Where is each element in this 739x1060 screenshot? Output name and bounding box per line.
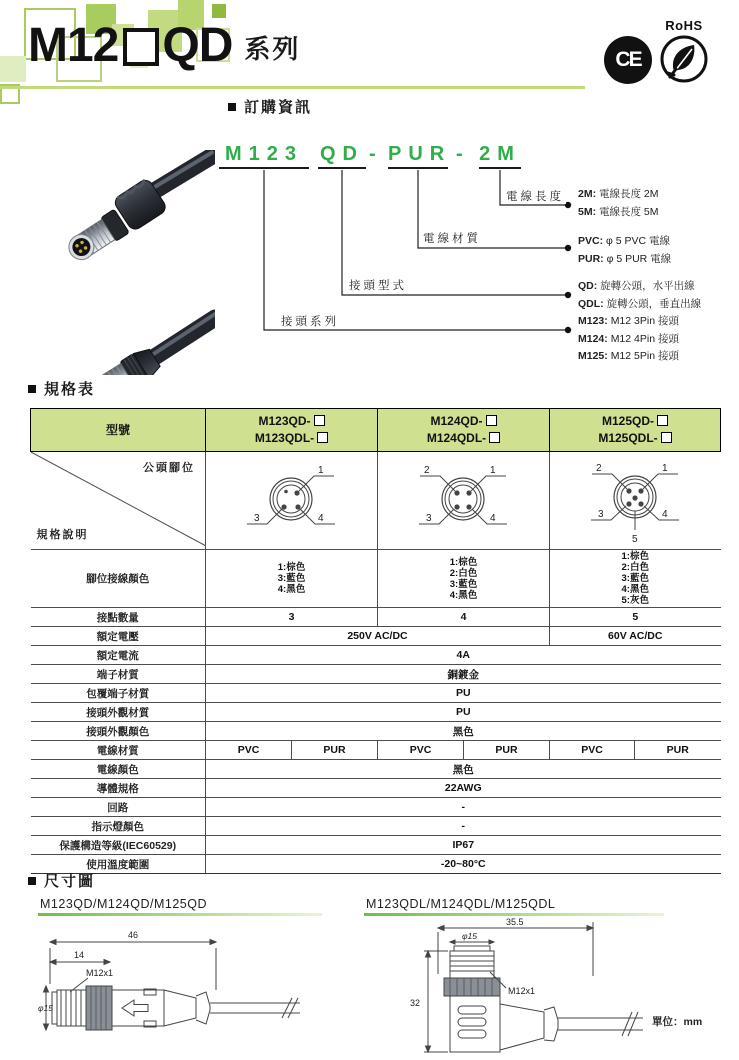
- pin-label: 3: [254, 513, 260, 524]
- model-name: M124QDL-: [426, 431, 487, 445]
- drawing-rule: [38, 913, 322, 916]
- pin-label: 5: [632, 534, 638, 545]
- checkbox-placeholder-icon: [486, 415, 497, 426]
- option-value: 旋轉公頭，垂直出線: [606, 297, 702, 310]
- ce-mark-icon: [604, 36, 652, 84]
- table-row: [31, 665, 721, 684]
- table-row: [31, 703, 721, 722]
- row-value: 60V AC/DC: [550, 627, 721, 646]
- decor-square: [0, 56, 26, 82]
- section-title-text: 尺寸圖: [44, 873, 96, 890]
- checkbox-placeholder-icon: [317, 432, 328, 443]
- row-label: 電線材質: [31, 741, 206, 760]
- model-name: M124QD-: [430, 414, 483, 428]
- row-label: 腳位接線顏色: [31, 550, 206, 608]
- row-value: PUR: [464, 741, 550, 760]
- pin-label: 4: [490, 513, 496, 524]
- option-key: M124:: [578, 332, 608, 345]
- order-code-series: M123: [219, 143, 309, 169]
- diag-top-label: 公頭腳位: [143, 462, 195, 474]
- option-item: [578, 186, 659, 204]
- model-cell-m124: [378, 409, 550, 452]
- drawing-title-qd: M123QD/M124QD/M125QD: [40, 897, 208, 911]
- table-row: [31, 627, 721, 646]
- row-label: 端子材質: [31, 665, 206, 684]
- option-item: [578, 251, 671, 269]
- table-row: [31, 646, 721, 665]
- branch-label-type: 接頭型式: [347, 277, 409, 293]
- row-label: 額定電流: [31, 646, 206, 665]
- spec-table: [30, 408, 721, 874]
- table-row: [31, 798, 721, 817]
- model-name: M123QD-: [258, 414, 311, 428]
- options-type: [578, 278, 701, 313]
- dimensions-section-title: [28, 870, 95, 891]
- section-bullet-icon: [28, 385, 36, 393]
- dim-thread-label: M12x1: [86, 968, 114, 978]
- option-key: QD:: [578, 280, 598, 292]
- pin-label: 4: [318, 513, 324, 524]
- branch-label-series: 接頭系列: [279, 313, 341, 329]
- table-row: [31, 608, 721, 627]
- option-key: PVC:: [578, 235, 604, 247]
- checkbox-placeholder-icon: [489, 432, 500, 443]
- table-row: [31, 836, 721, 855]
- dim-diameter: φ15: [38, 1003, 53, 1013]
- options-material: [578, 233, 671, 268]
- pin-label: 3: [598, 509, 604, 520]
- ordering-section-title: [228, 96, 312, 117]
- wire-color-line: 4:黑色: [621, 584, 649, 595]
- table-row: [31, 779, 721, 798]
- option-value: 電線長度 5M: [599, 205, 659, 218]
- row-value: PUR: [635, 741, 721, 760]
- dimension-drawing-qd: [38, 918, 338, 1048]
- diagonal-header-cell: [31, 452, 206, 550]
- section-title-text: 規格表: [44, 381, 96, 398]
- pin-label: 1: [490, 465, 496, 476]
- dim-overall: 46: [128, 930, 139, 940]
- row-value: PVC: [206, 741, 292, 760]
- section-bullet-icon: [28, 877, 36, 885]
- wire-color-line: 4:黑色: [277, 584, 306, 595]
- row-value: PVC: [378, 741, 464, 760]
- order-code-material: PUR: [388, 143, 448, 169]
- checkbox-placeholder-icon: [661, 432, 672, 443]
- section-title-text: 訂購資訊: [244, 99, 313, 116]
- option-item: [578, 233, 671, 251]
- pin-diagram-row: [31, 452, 721, 550]
- model-name: M125QDL-: [598, 431, 658, 445]
- row-value: 3: [206, 608, 378, 627]
- branch-label-length: 電線長度: [504, 188, 566, 204]
- dim-diameter: φ15: [462, 931, 477, 941]
- wire-color-line: 3:藍色: [449, 578, 478, 590]
- order-code-dash: -: [456, 143, 463, 165]
- row-label: 額定電壓: [31, 627, 206, 646]
- option-item: [578, 313, 679, 331]
- row-label: 導體規格: [31, 779, 206, 798]
- row-value: PVC: [550, 741, 635, 760]
- diag-bottom-label: 規格說明: [36, 529, 89, 541]
- checkbox-placeholder-icon: [657, 415, 668, 426]
- wire-color-line: 5:灰色: [621, 595, 649, 606]
- option-value: φ 5 PUR 電線: [606, 252, 672, 265]
- wire-colors-m124: [378, 550, 550, 608]
- rohs-mark: [656, 18, 712, 90]
- row-label: 接頭外觀材質: [31, 703, 206, 722]
- order-code-length: 2M: [479, 143, 521, 169]
- decor-square: [212, 4, 226, 18]
- row-value: -: [206, 798, 721, 817]
- table-row: [31, 760, 721, 779]
- dim-height: 32: [410, 998, 421, 1008]
- pin-label: 4: [662, 509, 668, 520]
- wire-color-line: 1:棕色: [449, 556, 478, 568]
- pinout-m123-icon: [206, 452, 377, 546]
- drawing-title-qdl: M123QDL/M124QDL/M125QDL: [366, 897, 556, 911]
- pin-diagram-m125: [550, 452, 721, 550]
- section-bullet-icon: [228, 103, 236, 111]
- row-label: 接點數量: [31, 608, 206, 627]
- table-row: [31, 722, 721, 741]
- option-key: 2M:: [578, 188, 597, 200]
- wire-color-line: 3:藍色: [277, 573, 306, 584]
- row-value: 銅鍍金: [206, 665, 721, 684]
- wire-color-line: 1:棕色: [277, 562, 306, 573]
- wire-color-line: 2:白色: [449, 567, 478, 579]
- option-item: [578, 296, 701, 314]
- table-row: [31, 741, 721, 760]
- options-series: [578, 313, 679, 366]
- unit-note: 單位：mm: [652, 1016, 703, 1028]
- option-value: M12 4Pin 接頭: [610, 332, 679, 345]
- table-row: [31, 817, 721, 836]
- options-length: [578, 186, 659, 221]
- row-value: PU: [206, 703, 721, 722]
- table-row: [31, 684, 721, 703]
- page-title: [28, 19, 301, 72]
- option-value: 電線長度 2M: [599, 188, 659, 200]
- wire-colors-m125: [550, 550, 721, 608]
- wire-color-line: 2:白色: [621, 562, 649, 573]
- dim-thread-length: 14: [74, 950, 85, 960]
- row-value: 22AWG: [206, 779, 721, 798]
- title-main-prefix: M12: [28, 19, 119, 72]
- model-cell-m123: [206, 409, 378, 452]
- model-name: M125QD-: [601, 414, 654, 428]
- table-row: [31, 855, 721, 874]
- model-cell-m125: [550, 409, 721, 452]
- dim-overall: 35.5: [506, 917, 524, 927]
- model-name: M123QDL-: [254, 431, 315, 445]
- row-label: 指示燈顏色: [31, 817, 206, 836]
- option-key: 5M:: [578, 205, 597, 218]
- row-label: 電線顏色: [31, 760, 206, 779]
- row-value: 黑色: [206, 722, 721, 741]
- checkbox-placeholder-icon: [314, 415, 325, 426]
- spec-section-title: [28, 378, 95, 399]
- title-main-suffix: QD: [162, 19, 233, 72]
- order-code-type: QD: [318, 143, 366, 169]
- pin-diagram-m124: [378, 452, 550, 550]
- pin-label: 2: [424, 465, 430, 476]
- row-label: 保護構造等級(IEC60529): [31, 836, 206, 855]
- branch-label-material: 電線材質: [421, 230, 483, 246]
- row-value: 4: [378, 608, 550, 627]
- option-key: QDL:: [578, 297, 604, 310]
- option-item: [578, 348, 679, 366]
- row-value: 黑色: [206, 760, 721, 779]
- table-row: [31, 550, 721, 608]
- pin-diagram-m123: [206, 452, 378, 550]
- wire-colors-m123: [206, 550, 378, 608]
- row-value: 5: [550, 608, 721, 627]
- row-label: 接頭外觀顏色: [31, 722, 206, 741]
- option-value: M12 5Pin 接頭: [610, 350, 679, 362]
- header-rule: [0, 86, 585, 89]
- row-value: PUR: [292, 741, 378, 760]
- wire-color-line: 1:棕色: [621, 551, 649, 562]
- option-key: M125:: [578, 350, 608, 362]
- wire-color-line: 3:藍色: [621, 573, 649, 584]
- row-value: IP67: [206, 836, 721, 855]
- row-value: -20~80°C: [206, 855, 721, 874]
- option-value: φ 5 PVC 電線: [606, 235, 671, 247]
- pin-label: 1: [318, 465, 324, 476]
- table-header-row: [31, 409, 721, 452]
- row-label: 包覆端子材質: [31, 684, 206, 703]
- row-value: 250V AC/DC: [206, 627, 550, 646]
- model-header-cell: 型號: [31, 409, 206, 452]
- pin-label: 3: [426, 513, 432, 524]
- row-value: 4A: [206, 646, 721, 665]
- row-label: 回路: [31, 798, 206, 817]
- product-photo: [0, 150, 215, 375]
- rohs-text: RoHS: [665, 18, 703, 33]
- row-value: PU: [206, 684, 721, 703]
- title-series-label: 系列: [244, 34, 301, 64]
- dimension-drawing-qdl: [358, 914, 693, 1059]
- option-value: M12 3Pin 接頭: [610, 315, 679, 327]
- pinout-m124-icon: [378, 452, 549, 546]
- option-item: [578, 204, 659, 222]
- title-box-placeholder: [123, 28, 159, 66]
- option-key: M123:: [578, 315, 608, 327]
- row-label: 使用溫度範圍: [31, 855, 206, 874]
- dim-thread-label: M12x1: [508, 986, 536, 996]
- row-value: -: [206, 817, 721, 836]
- pin-label: 1: [662, 463, 668, 474]
- rohs-leaf-icon: [658, 33, 710, 85]
- pinout-m125-icon: [550, 452, 721, 546]
- ce-text: CE: [615, 48, 641, 71]
- pin-label: 2: [596, 463, 602, 474]
- option-item: [578, 331, 679, 349]
- order-code-dash: -: [369, 143, 376, 165]
- wire-color-line: 4:黑色: [449, 589, 478, 601]
- option-value: 旋轉公頭，水平出線: [600, 280, 695, 292]
- option-key: PUR:: [578, 252, 604, 265]
- option-item: [578, 278, 701, 296]
